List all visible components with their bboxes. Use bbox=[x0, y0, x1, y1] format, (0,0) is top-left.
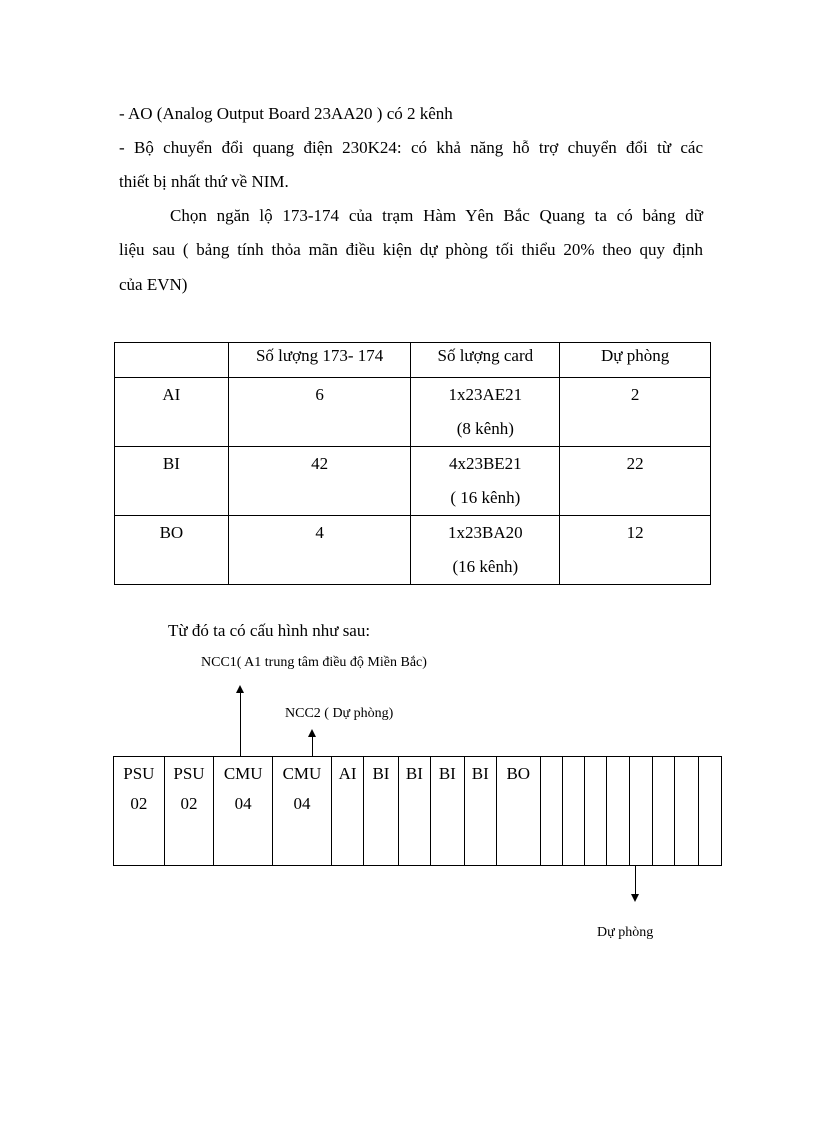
spare-arrow-line bbox=[635, 866, 636, 894]
slot-count: 04 bbox=[293, 794, 311, 813]
rack-slot bbox=[331, 757, 363, 866]
paragraph-ao-board: - AO (Analog Output Board 23AA20 ) có 2 kênh bbox=[119, 104, 453, 123]
card-model: 4x23BE21 bbox=[448, 454, 522, 473]
table-cell-card bbox=[411, 378, 560, 447]
table-cell-card bbox=[411, 447, 560, 516]
card-channels: ( 16 kênh) bbox=[450, 488, 521, 507]
slot-module: BI bbox=[471, 764, 489, 783]
slot-count: 02 bbox=[180, 794, 198, 813]
ncc2-label: NCC2 ( Dự phòng) bbox=[285, 706, 394, 721]
table-cell-qty: 42 bbox=[228, 447, 411, 516]
slot-module: PSU bbox=[123, 764, 155, 783]
table-header-cell: Số lượng card bbox=[411, 343, 560, 378]
rack-slot bbox=[273, 757, 332, 866]
card-model: 1x23BA20 bbox=[448, 523, 523, 542]
spare-arrow-head-icon bbox=[631, 894, 639, 902]
slot-module: AI bbox=[338, 764, 357, 783]
rack-slot-empty bbox=[562, 757, 584, 866]
table-header-cell bbox=[115, 343, 229, 378]
card-channels: (16 kênh) bbox=[452, 557, 519, 576]
table-row bbox=[115, 378, 711, 447]
card-channels: (8 kênh) bbox=[456, 419, 514, 438]
rack-slot-empty bbox=[675, 757, 698, 866]
rack-slot-empty bbox=[698, 757, 721, 866]
card-model: 1x23AE21 bbox=[448, 385, 523, 404]
ncc2-arrow-line bbox=[312, 736, 313, 756]
rack-configuration bbox=[113, 756, 722, 866]
paragraph-config-intro: Từ đó ta có cấu hình như sau: bbox=[168, 621, 371, 640]
table-cell-qty: 6 bbox=[228, 378, 411, 447]
rack-slot bbox=[114, 757, 165, 866]
table-row bbox=[115, 447, 711, 516]
rack-slot-empty bbox=[629, 757, 652, 866]
slot-module: BO bbox=[506, 764, 531, 783]
slot-module: CMU bbox=[282, 764, 322, 783]
table-cell-spare: 12 bbox=[560, 516, 711, 585]
table-cell-spare: 22 bbox=[560, 447, 711, 516]
paragraph-converter-line2: thiết bị nhất thứ về NIM. bbox=[119, 172, 289, 191]
rack-slot-empty bbox=[540, 757, 562, 866]
rack-slot-row bbox=[114, 757, 722, 866]
rack-slot-empty bbox=[607, 757, 629, 866]
ncc1-label: NCC1( A1 trung tâm điều độ Miền Bắc) bbox=[201, 655, 427, 670]
rack-slot bbox=[164, 757, 214, 866]
rack-slot bbox=[364, 757, 398, 866]
rack-slot bbox=[464, 757, 496, 866]
rack-slot-empty bbox=[585, 757, 607, 866]
paragraph-intro-line2: liệu sau ( bảng tính thỏa mãn điều kiện dự phòng tối thiểu 20% theo quy định bbox=[119, 240, 703, 259]
rack-slot bbox=[398, 757, 430, 866]
table-header-cell: Số lượng 173- 174 bbox=[228, 343, 411, 378]
slot-module: PSU bbox=[173, 764, 205, 783]
table-header-row bbox=[115, 343, 711, 378]
slot-module: BI bbox=[438, 764, 456, 783]
paragraph-converter-line1: - Bộ chuyển đổi quang điện 230K24: có khả năng hỗ trợ chuyển đổi từ các bbox=[119, 138, 703, 157]
rack-slot bbox=[214, 757, 273, 866]
slot-count: 02 bbox=[130, 794, 148, 813]
rack-slot bbox=[496, 757, 540, 866]
table-cell-label: BO bbox=[115, 516, 229, 585]
slot-module: BI bbox=[405, 764, 423, 783]
table-row bbox=[115, 516, 711, 585]
slot-module: CMU bbox=[223, 764, 263, 783]
rack-slot bbox=[431, 757, 464, 866]
table-cell-label: AI bbox=[115, 378, 229, 447]
table-header-cell: Dự phòng bbox=[560, 343, 711, 378]
paragraph-intro-line1: Chọn ngăn lộ 173-174 của trạm Hàm Yên Bắc Quang ta có bảng dữ bbox=[170, 206, 703, 225]
table-cell-spare: 2 bbox=[560, 378, 711, 447]
slot-module: BI bbox=[372, 764, 390, 783]
table-cell-label: BI bbox=[115, 447, 229, 516]
slot-count: 04 bbox=[234, 794, 252, 813]
table-cell-card bbox=[411, 516, 560, 585]
paragraph-intro-line3: của EVN) bbox=[119, 275, 188, 294]
rack-slot-empty bbox=[652, 757, 674, 866]
table-cell-qty: 4 bbox=[228, 516, 411, 585]
ncc1-arrow-line bbox=[240, 692, 241, 756]
spare-label: Dự phòng bbox=[597, 925, 654, 940]
io-card-table bbox=[114, 342, 711, 585]
